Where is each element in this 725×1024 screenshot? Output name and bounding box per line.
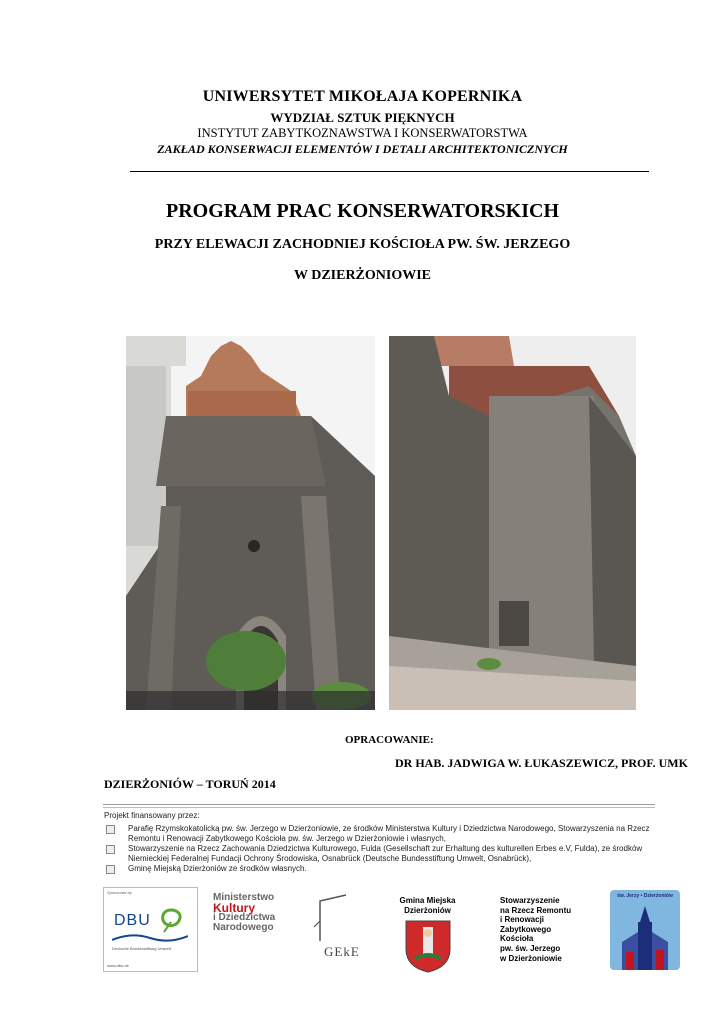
- ministry-line4: Narodowego: [213, 922, 274, 933]
- university-name: UNIWERSYTET MIKOŁAJA KOPERNIKA: [202, 88, 523, 105]
- church-buttress-photo: [389, 336, 636, 710]
- document-subtitle-location: W DZIERŻONIOWIE: [293, 268, 432, 283]
- gmina-line2: Dzierżoniów: [404, 906, 451, 915]
- st-george-logo: [610, 890, 680, 970]
- coat-of-arms-icon: [403, 919, 453, 973]
- header-divider: [130, 171, 649, 172]
- faculty-name: WYDZIAŁ SZTUK PIĘKNYCH: [270, 110, 455, 125]
- association-logo: [500, 896, 595, 963]
- ministry-line2: Kultury: [213, 901, 255, 915]
- church-tower-icon: [610, 902, 680, 970]
- association-line: i Renowacji: [500, 915, 545, 925]
- funding-heading: Projekt finansowany przez:: [104, 811, 200, 820]
- funding-divider-second: [103, 807, 655, 808]
- prepared-by-label: OPRACOWANIE:: [345, 734, 434, 746]
- gske-logo: [310, 893, 390, 971]
- association-line: Kościoła: [500, 934, 534, 944]
- bullet-icon: [106, 865, 115, 874]
- funding-item-text: Stowarzyszenie na Rzecz Zachowania Dziedzictwa Kulturowego, Fulda (Gesellschaft zur Erhaltung des kulturellen Erbes e.V, Fulda), ze środków Niemieckiej Federalnej Fundacji Ochrony Środowiska, Osnabrück (Deutsche Bundesstiftung Umwelt, Osnabrück),: [128, 844, 643, 863]
- dbu-logo: [103, 887, 198, 972]
- ministry-line1: Ministerstwo: [213, 892, 275, 903]
- gmina-logo: [390, 896, 465, 978]
- ministry-line3: i Dziedzictwa: [213, 912, 276, 923]
- department-name: ZAKŁAD KONSERWACJI ELEMENTÓW I DETALI ARCHITEKTONICZNYCH: [157, 142, 568, 156]
- association-line: pw. św. Jerzego: [500, 943, 561, 953]
- association-line: Stowarzyszenie: [500, 896, 560, 905]
- dbu-subtitle: Deutsche Bundesstiftung Umwelt: [112, 946, 171, 951]
- dbu-wave-icon: [112, 932, 188, 944]
- funding-divider: [103, 804, 655, 805]
- institute-name: INSTYTUT ZABYTKOZNAWSTWA I KONSERWATORSTWA: [197, 126, 528, 140]
- funding-section: [104, 811, 664, 874]
- association-line: Zabytkowego: [500, 924, 552, 934]
- document-title: PROGRAM PRAC KONSERWATORSKICH: [165, 200, 560, 222]
- funding-item-text: Parafię Rzymskokatolicką pw. św. Jerzego w Dzierżoniowie, ze środków Ministerstwa Kultury i Dziedzictwa Narodowego, Stowarzyszenia na Rzecz Remontu i Renowacji Zabytkowego Kościoła pw. św. Jerzego w Dzierżoniowie i własnych,: [128, 824, 650, 843]
- st-george-logo-text: św. Jerzy • Dzierżoniów: [617, 893, 673, 899]
- gske-mark-icon: [310, 893, 390, 943]
- gmina-line1: Gmina Miejska: [399, 896, 456, 905]
- dbu-url: www.dbu.de: [107, 963, 129, 968]
- bullet-icon: [106, 845, 115, 854]
- place-year: DZIERŻONIÓW – TORUŃ 2014: [104, 777, 276, 791]
- church-west-facade-photo: [126, 336, 375, 710]
- funding-item-text: Gminę Miejską Dzierżoniów ze środków własnych.: [128, 864, 307, 873]
- dbu-sponsored-label: Sponsored by: [107, 890, 132, 895]
- association-line: na Rzecz Remontu: [500, 905, 572, 915]
- association-line: w Dzierżoniowie: [500, 953, 562, 963]
- author-name: DR HAB. JADWIGA W. ŁUKASZEWICZ, PROF. UMK: [395, 756, 688, 770]
- funding-item: [104, 824, 664, 844]
- dbu-leaf-icon: [156, 906, 186, 934]
- funding-item: [104, 844, 664, 864]
- document-subtitle: PRZY ELEWACJI ZACHODNIEJ KOŚCIOŁA PW. ŚW. JERZEGO: [154, 237, 571, 252]
- bullet-icon: [106, 825, 115, 834]
- ministry-logo: [213, 893, 293, 933]
- gske-name: GEkE: [324, 944, 360, 959]
- dbu-name: DBU: [114, 912, 151, 929]
- funding-item: [104, 864, 664, 874]
